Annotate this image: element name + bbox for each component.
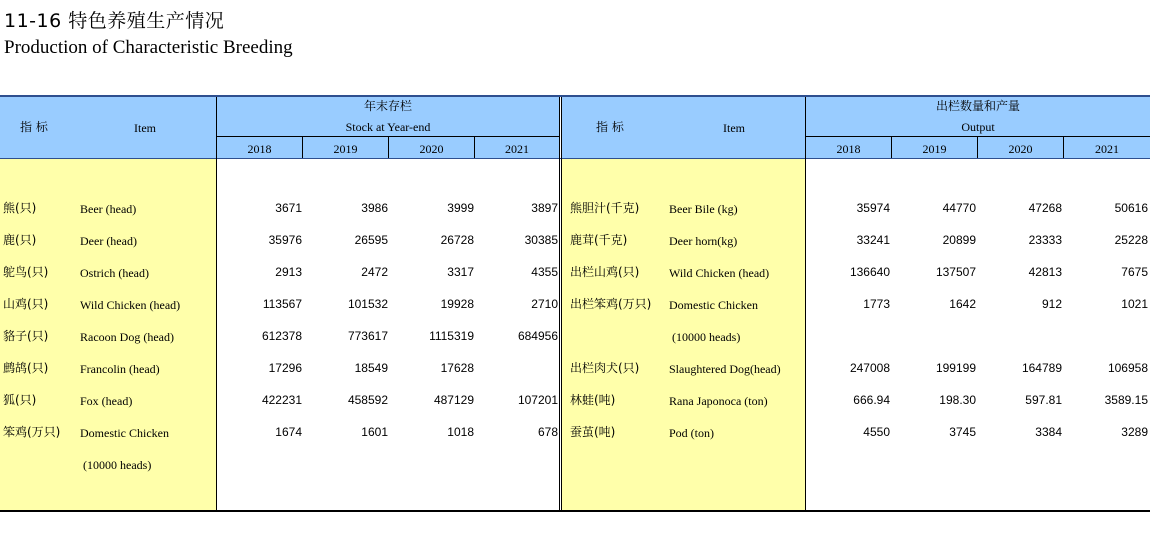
output-value-cell: 35974 xyxy=(856,201,890,215)
stock-value-cell: 107201 xyxy=(517,393,558,407)
output-value-cell: 33241 xyxy=(856,233,890,247)
stock-row-label-cn: 貉子(只) xyxy=(3,329,49,343)
stock-row-label-en: Domestic Chicken xyxy=(80,426,169,440)
stock-value-cell: 1018 xyxy=(447,425,474,439)
divider-middle-b xyxy=(561,97,562,510)
table-title-cn: 11-16 特色养殖生产情况 xyxy=(4,10,225,32)
stock-row-label-cn: 鸵鸟(只) xyxy=(3,265,49,279)
year-header-stock: 2020 xyxy=(419,142,444,156)
divider-middle-a xyxy=(559,97,560,510)
stock-row-label-cn: 鹿(只) xyxy=(3,233,37,247)
stock-row-label-cn: 鹧鸪(只) xyxy=(3,361,49,375)
output-value-cell: 47268 xyxy=(1028,201,1062,215)
stock-row-label-en: Racoon Dog (head) xyxy=(80,330,174,344)
year-header-output: 2021 xyxy=(1095,142,1119,156)
stock-value-cell: 1674 xyxy=(275,425,302,439)
stock-row-label-cn: 熊(只) xyxy=(3,201,37,215)
stock-value-cell: 35976 xyxy=(268,233,302,247)
header-stock-cn: 年末存栏 xyxy=(363,99,412,113)
output-value-cell: 137507 xyxy=(935,265,976,279)
output-row-label-en: Pod (ton) xyxy=(669,426,714,440)
output-value-cell: 20899 xyxy=(942,233,976,247)
stock-row-label-en: Ostrich (head) xyxy=(80,266,149,280)
stock-row-label-cn: 狐(只) xyxy=(3,393,37,407)
stock-value-cell: 458592 xyxy=(347,393,388,407)
stock-value-cell: 684956 xyxy=(517,329,558,343)
stock-value-cell: 101532 xyxy=(347,297,388,311)
header-indicator-right: 指 标 xyxy=(596,120,624,134)
output-value-cell: 199199 xyxy=(935,361,976,375)
stock-value-cell: 1115319 xyxy=(429,329,474,343)
stock-value-cell: 17628 xyxy=(440,361,474,375)
stock-value-cell: 1601 xyxy=(361,425,388,439)
output-row-label-cn: 蚕茧(吨) xyxy=(570,425,616,439)
stock-value-cell: 3999 xyxy=(447,201,474,215)
stock-row-label-en: Deer (head) xyxy=(80,234,137,248)
output-value-cell: 3289 xyxy=(1121,425,1148,439)
output-value-cell: 42813 xyxy=(1028,265,1062,279)
stock-value-cell: 19928 xyxy=(440,297,474,311)
stock-row-label-en: Beer (head) xyxy=(80,202,137,216)
stock-row-label-en: Wild Chicken (head) xyxy=(80,298,181,312)
output-value-cell: 50616 xyxy=(1114,201,1148,215)
stock-value-cell: 4355 xyxy=(531,265,558,279)
stock-value-cell: 422231 xyxy=(261,393,302,407)
output-value-cell: 3589.15 xyxy=(1104,393,1148,407)
table-title-en: Production of Characteristic Breeding xyxy=(4,37,293,58)
stock-row-label-en: (10000 heads) xyxy=(83,458,152,472)
header-indicator-left: 指 标 xyxy=(20,120,48,134)
stock-value-cell: 3897 xyxy=(531,201,558,215)
stock-value-cell: 678 xyxy=(537,425,558,439)
year-header-stock: 2018 xyxy=(247,142,272,156)
stock-value-cell: 487129 xyxy=(433,393,474,407)
stock-value-cell: 26728 xyxy=(440,233,474,247)
divider-left-labels xyxy=(216,97,217,510)
stock-value-cell: 30385 xyxy=(524,233,558,247)
output-value-cell: 3745 xyxy=(949,425,976,439)
stock-value-cell: 18549 xyxy=(354,361,388,375)
year-header-output: 2018 xyxy=(836,142,861,156)
output-value-cell: 1773 xyxy=(863,297,890,311)
year-header-output: 2019 xyxy=(922,142,947,156)
output-value-cell: 597.81 xyxy=(1025,393,1062,407)
output-row-label-cn: 熊胆汁(千克) xyxy=(570,201,640,215)
output-value-cell: 23333 xyxy=(1028,233,1062,247)
year-header-stock: 2019 xyxy=(333,142,358,156)
year-header-stock: 2021 xyxy=(505,142,529,156)
stock-value-cell: 113567 xyxy=(262,297,302,311)
output-row-label-en: Deer horn(kg) xyxy=(669,234,738,248)
output-row-label-en: Domestic Chicken xyxy=(669,298,758,312)
header-item-left: Item xyxy=(134,121,156,135)
output-row-label-cn: 林蛙(吨) xyxy=(570,393,616,407)
output-row-label-cn: 出栏山鸡(只) xyxy=(570,265,640,279)
output-value-cell: 1642 xyxy=(949,297,976,311)
output-value-cell: 164789 xyxy=(1021,361,1062,375)
output-value-cell: 25228 xyxy=(1114,233,1148,247)
stock-value-cell: 612378 xyxy=(261,329,302,343)
output-value-cell: 4550 xyxy=(863,425,890,439)
stock-value-cell: 17296 xyxy=(268,361,302,375)
output-value-cell: 198.30 xyxy=(939,393,976,407)
stock-row-label-en: Fox (head) xyxy=(80,394,133,408)
stock-row-label-cn: 山鸡(只) xyxy=(3,297,49,311)
stock-value-cell: 773617 xyxy=(347,329,388,343)
table-bottom-border xyxy=(0,510,1150,512)
output-value-cell: 1021 xyxy=(1121,297,1148,311)
header-stock-en: Stock at Year-end xyxy=(345,120,431,134)
stock-value-cell: 3986 xyxy=(361,201,388,215)
year-header-output: 2020 xyxy=(1008,142,1033,156)
stock-value-cell: 3671 xyxy=(275,201,302,215)
stock-value-cell: 3317 xyxy=(447,265,474,279)
stock-value-cell: 26595 xyxy=(354,233,388,247)
output-row-label-en: Rana Japonoca (ton) xyxy=(669,394,768,408)
output-row-label-en: (10000 heads) xyxy=(672,330,741,344)
header-item-right: Item xyxy=(723,121,745,135)
output-value-cell: 666.94 xyxy=(853,393,890,407)
output-value-cell: 3384 xyxy=(1035,425,1062,439)
output-value-cell: 7675 xyxy=(1121,265,1148,279)
header-output-cn: 出栏数量和产量 xyxy=(935,99,1020,113)
output-row-label-en: Wild Chicken (head) xyxy=(669,266,770,280)
stock-value-cell: 2472 xyxy=(361,265,388,279)
stock-value-cell: 2710 xyxy=(531,297,558,311)
output-value-cell: 912 xyxy=(1041,297,1062,311)
output-row-label-cn: 出栏笨鸡(万只) xyxy=(570,297,652,311)
output-row-label-cn: 出栏肉犬(只) xyxy=(570,361,640,375)
stock-value-cell: 2913 xyxy=(275,265,302,279)
output-row-label-en: Slaughtered Dog(head) xyxy=(669,362,781,376)
output-row-label-en: Beer Bile (kg) xyxy=(669,202,738,216)
output-value-cell: 106958 xyxy=(1107,361,1148,375)
output-value-cell: 136640 xyxy=(849,265,890,279)
header-output-en: Output xyxy=(961,120,995,134)
stock-row-label-en: Francolin (head) xyxy=(80,362,160,376)
stock-row-label-cn: 笨鸡(万只) xyxy=(3,425,61,439)
output-row-label-cn: 鹿茸(千克) xyxy=(570,233,628,247)
output-value-cell: 247008 xyxy=(849,361,890,375)
output-value-cell: 44770 xyxy=(942,201,976,215)
